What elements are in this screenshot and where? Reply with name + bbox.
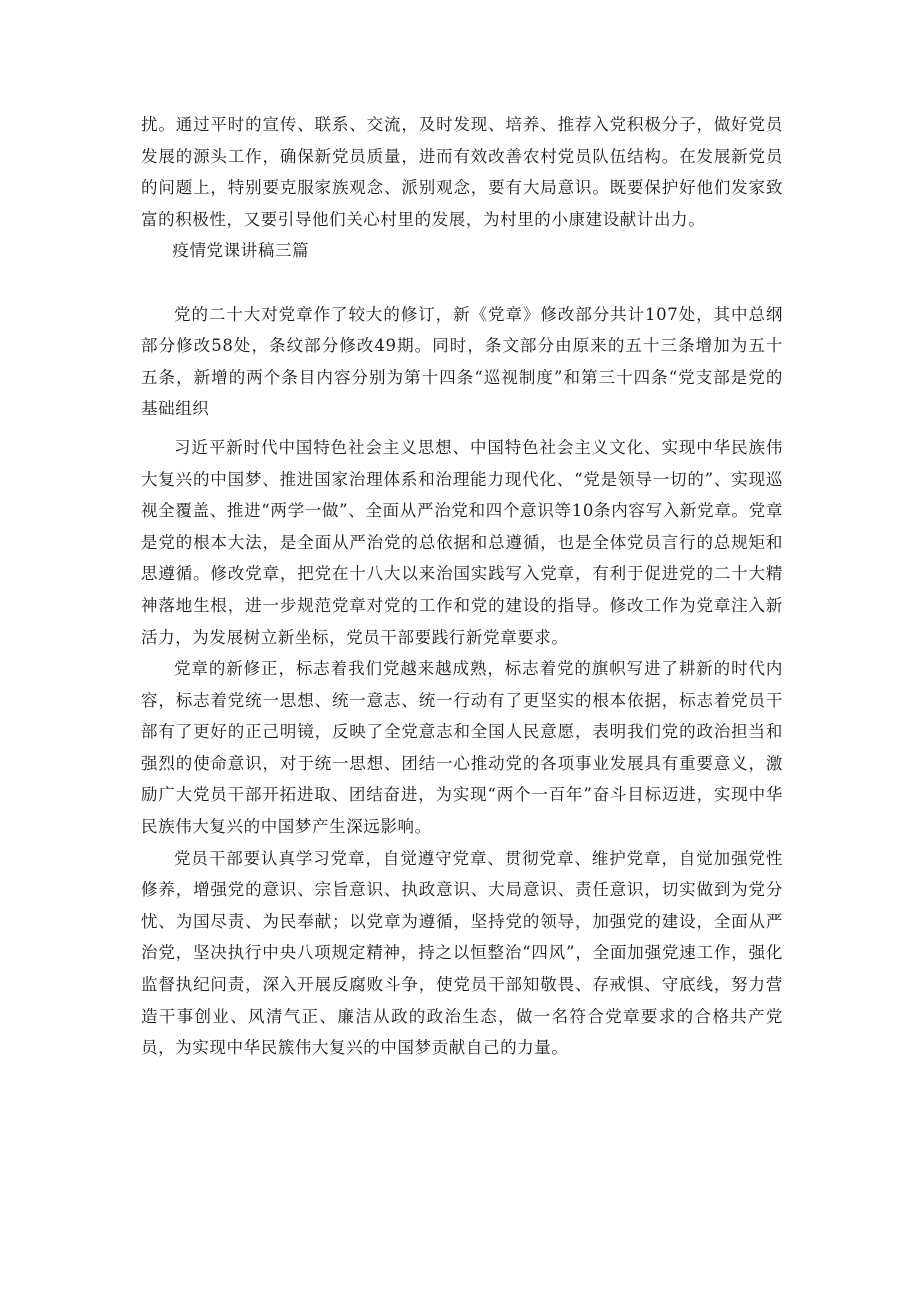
paragraph-2: 习近平新时代中国特色社会主义思想、中国特色社会主义文化、实现中华民族伟大复兴的中国梦、推进国家治理体系和治理能力现代化、“党是领导一切的”、实现巡视全覆盖、推进“两学一做”、全面从严治党和四个意识等10条内容写入新党章。党章是党的根本大法，是全面从严治党的总依据和总遵循，也是全体党员言行的总规矩和思遵循。修改党章，把党在十八大以来治国实践写入党章，有利于促进党的二十大精神落地生根，进一步规范党章对党的工作和党的建设的指导。修改工作为党章注入新活力，为发展树立新坐标，党员干部要践行新党章要求。 [141, 437, 783, 647]
paragraph-4: 党员干部要认真学习党章，自觉遵守党章、贯彻党章、维护党章，自觉加强党性修养，增强党的意识、宗旨意识、执政意识、大局意识、责任意识，切实做到为党分忧、为国尽责、为民奉献；以党章为遵循，坚持党的领导，加强党的建设，全面从严治党，坚决执行中央八项规定精神，持之以恒整治“四风”，全面加强党速工作，强化监督执纪问责，深入开展反腐败斗争，使党员干部知敬畏、存戒惧、守底线，努力营造干事创业、风清气正、廉洁从政的政治生态，做一名符合党章要求的合格共产党员，为实现中华民簇伟大复兴的中国梦贡献自己的力量。 [141, 848, 783, 1058]
paragraph-3: 党章的新修正，标志着我们党越来越成熟，标志着党的旗帜写进了耕新的时代内容，标志着党统一思想、统一意志、统一行动有了更坚实的根本依据，标志着党员干部有了更好的正己明镜，反映了全党意志和全国人民意愿，表明我们党的政治担当和强烈的使命意识，对于统一思想、团结一心推动党的各项事业发展具有重要意义，激励广大党员干部开拓进取、团结奋进，为实现“两个一百年”奋斗目标迈进，实现中华民族伟大复兴的中国梦产生深远影响。 [141, 659, 783, 837]
section-title: 疫情党课讲稿三篇 [172, 241, 310, 261]
paragraph-1: 党的二十大对党章作了较大的修订，新《党章》修改部分共计107处，其中总纲部分修改58处，条纹部分修改49期。同时，条文部分由原来的五十三条增加为五十五条，新增的两个条目内容分别为第十四条“巡视制度”和第三十四条“党支部是党的基础组织 [141, 304, 783, 419]
document-body [141, 109, 783, 1064]
paragraph-continuation: 扰。通过平时的宣传、联系、交流，及时发现、培养、推荐入党积极分子，做好党员发展的源头工作，确保新党员质量，进而有效改善农村党员队伍结构。在发展新党员的问题上，特别要克服家族观念、派别观念，要有大局意识。既要保护好他们发家致富的积极性，又要引导他们关心村里的发展，为村里的小康建设献计出力。 [141, 115, 783, 229]
